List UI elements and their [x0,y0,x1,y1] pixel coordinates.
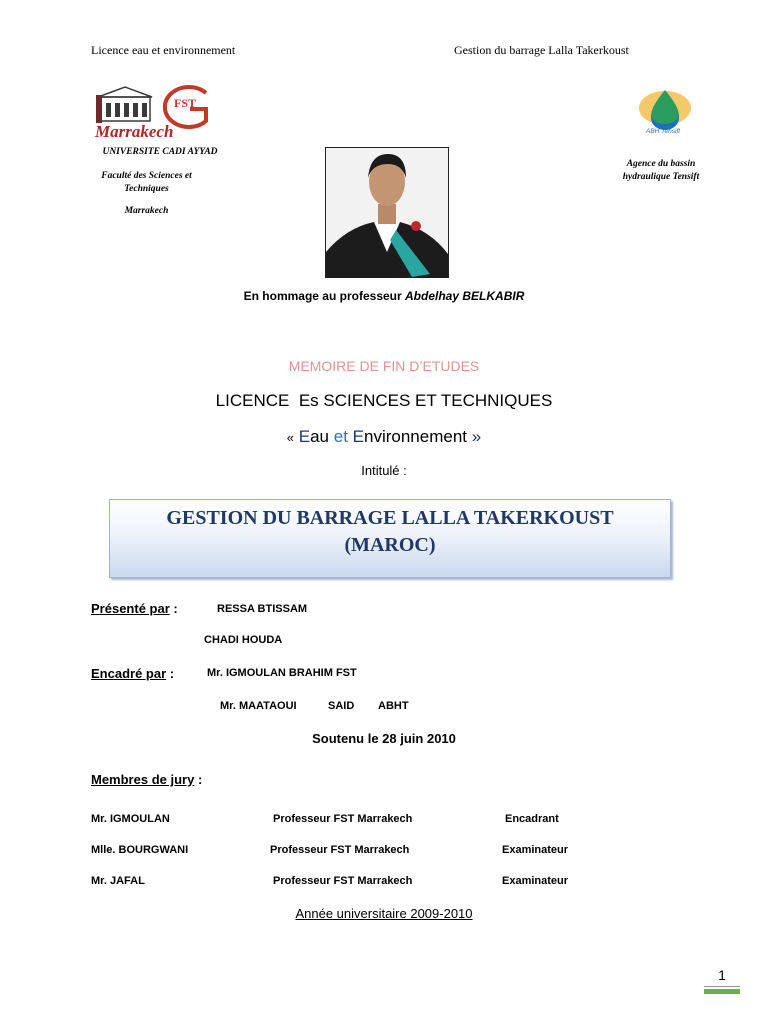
jury-row-3-position: Professeur FST Marrakech [273,875,413,887]
licence-main: LICENCE [215,391,290,410]
academic-year: Année universitaire 2009-2010 [295,906,473,921]
licence-es: Es [298,391,319,410]
supervisor-2-name: Mr. MAATAOUI [220,700,297,712]
page-number-bar [704,989,740,994]
thesis-title-box [109,499,671,578]
university-city: Marrakech [124,206,169,216]
jury-row-1-role: Encadrant [505,813,559,825]
jury-row-3-role: Examinateur [502,875,569,887]
specialty-et: et [333,427,348,446]
page-number: 1 [704,964,740,987]
header-left: Licence eau et environnement [91,43,236,57]
jury-row-1-name: Mr. IGMOULAN [91,813,170,825]
jury-row-1-position: Professeur FST Marrakech [273,813,413,825]
faculty-name: Faculté des Sciences et Techniques [101,171,192,194]
portrait-photo [325,147,449,278]
intitule-label: Intitulé : [361,463,407,478]
abh-logo-text: ABH Tensift [646,128,681,135]
thesis-title-line1: GESTION DU BARRAGE LALLA TAKERKOUST [166,507,614,529]
specialty-au: au [310,427,329,446]
tribute-line [0,289,768,303]
defense-date: Soutenu le 28 juin 2010 [312,731,456,746]
jury-row-3-name: Mr. JAFAL [91,875,145,887]
supervisor-2-org: ABHT [378,700,409,712]
supervisor-line-1: Mr. IGMOULAN BRAHIM FST [207,667,357,679]
specialty-line [0,427,768,447]
jury-label: Membres de jury : [91,772,203,787]
presented-by-label: Présenté par : [91,601,178,616]
quote-open: « [286,430,294,445]
specialty-e2: E [352,427,364,446]
memoire-heading: MEMOIRE DE FIN D’ETUDES [288,358,480,374]
presenter-name-2: CHADI HOUDA [204,634,283,646]
fst-logo-city: Marrakech [95,122,174,141]
licence-rest: SCIENCES ET TECHNIQUES [323,391,553,410]
thesis-title-line2: (MAROC) [344,534,436,556]
supervised-by-label: Encadré par : [91,666,175,681]
university-name: UNIVERSITE CADI AYYAD [102,147,218,157]
fst-logo-text: FST [174,96,197,110]
page-number-box [704,964,740,994]
agency-name: Agence du bassin hydraulique Tensift [622,159,700,182]
tribute-name: Abdelhay BELKABIR [405,289,525,303]
licence-heading [0,391,768,411]
fst-marrakech-logo [94,83,212,143]
supervisor-2-first: SAID [328,700,355,712]
quote-close: » [471,427,482,446]
jury-row-2-name: Mlle. BOURGWANI [91,844,189,856]
specialty-e1: E [298,427,311,446]
jury-row-2-position: Professeur FST Marrakech [270,844,410,856]
presenter-name-1: RESSA BTISSAM [217,603,308,615]
jury-row-2-role: Examinateur [502,844,569,856]
tribute-prefix: En hommage au professeur [243,289,402,303]
abh-tensift-logo [633,88,697,136]
header-right: Gestion du barrage Lalla Takerkoust [454,43,629,57]
specialty-nv: nvironnement [364,427,468,446]
